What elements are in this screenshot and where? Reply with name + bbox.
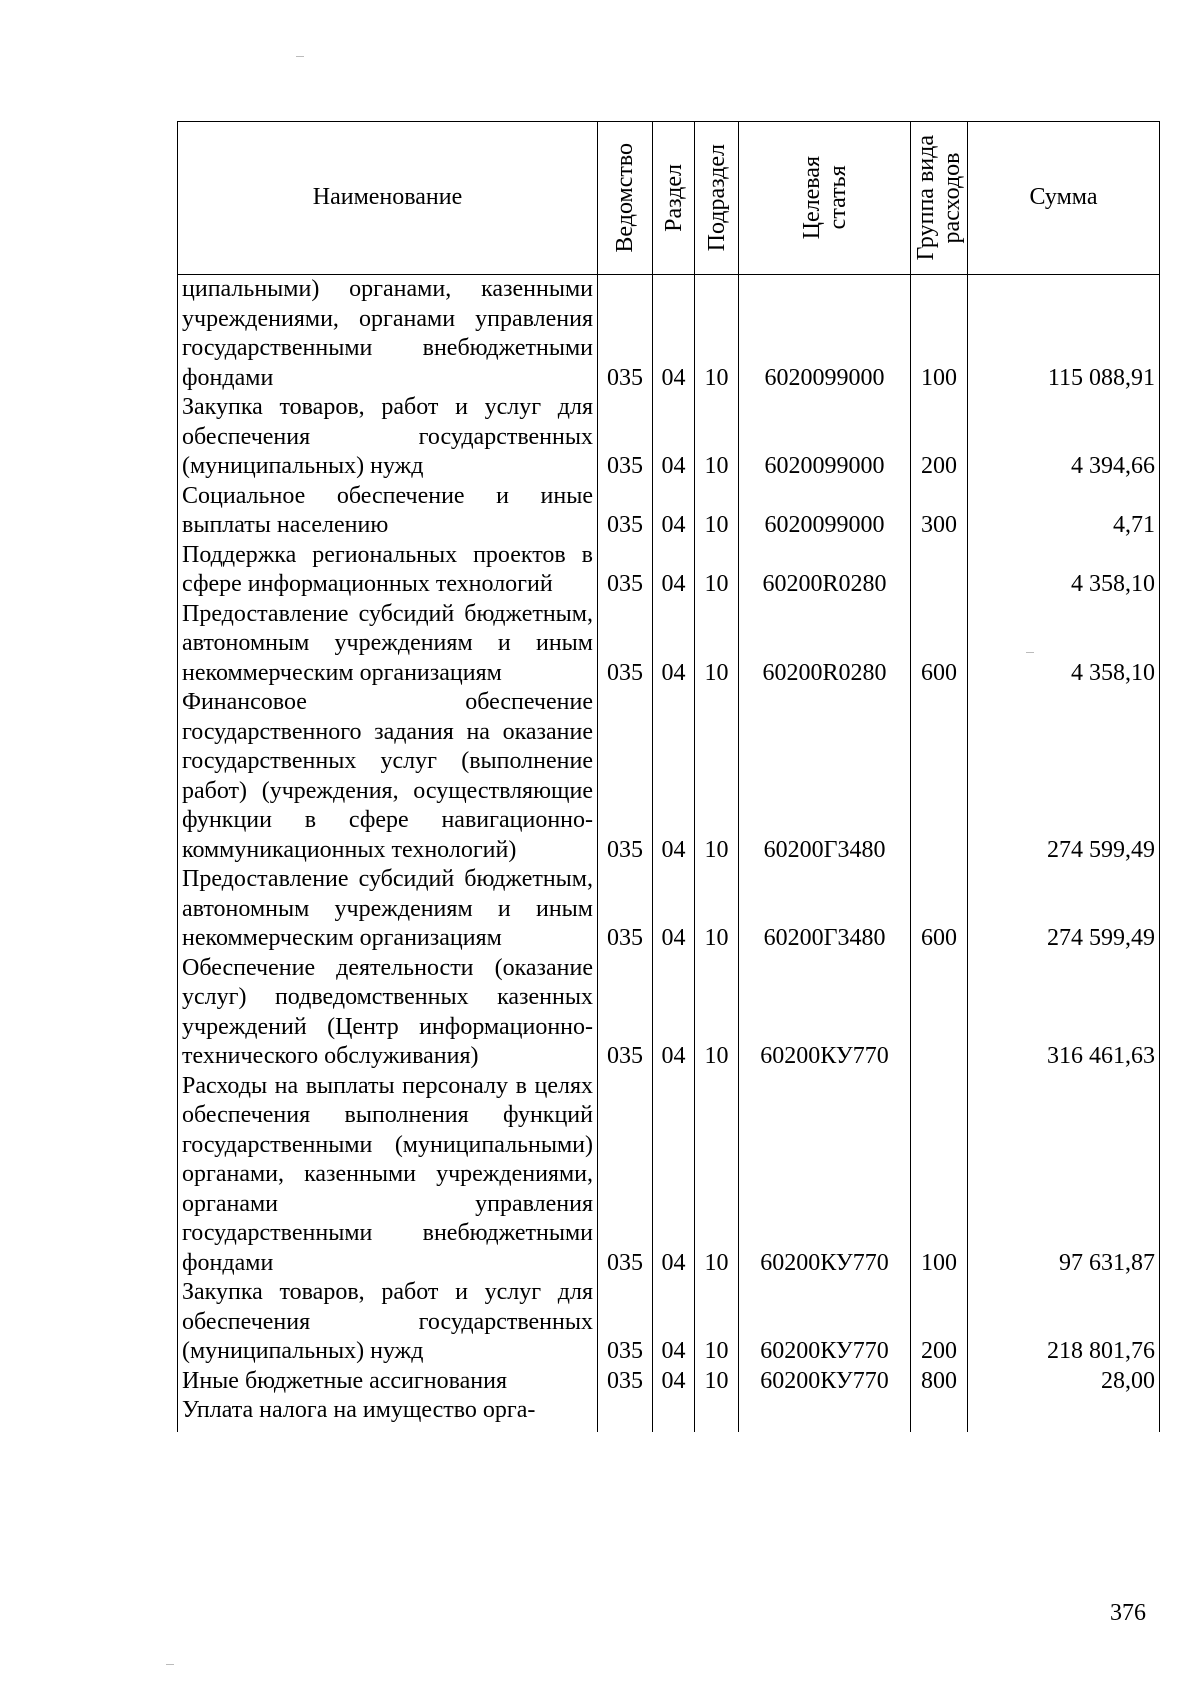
row-podrazdel: 10 bbox=[695, 275, 739, 394]
row-vedomstvo: 035 bbox=[598, 541, 653, 600]
scan-mark bbox=[1026, 652, 1034, 653]
row-celevaya-statya: 6020099000 bbox=[739, 482, 911, 541]
row-name: Социальное обеспечение и иные выплаты населению bbox=[178, 482, 598, 541]
row-vedomstvo: 035 bbox=[598, 688, 653, 865]
row-gruppa bbox=[911, 688, 968, 865]
row-vedomstvo bbox=[598, 1396, 653, 1432]
row-name: Обеспечение деятельности (оказание услуг) подведомственных казенных учреждений (Центр информационно-технического обслуживания) bbox=[178, 954, 598, 1072]
row-razdel: 04 bbox=[653, 1072, 695, 1279]
row-razdel: 04 bbox=[653, 275, 695, 394]
row-vedomstvo: 035 bbox=[598, 600, 653, 689]
row-gruppa: 600 bbox=[911, 865, 968, 954]
row-razdel: 04 bbox=[653, 1367, 695, 1397]
row-razdel: 04 bbox=[653, 541, 695, 600]
scan-mark bbox=[296, 56, 304, 57]
header-name: Наименование bbox=[178, 122, 598, 275]
table-row bbox=[178, 688, 1160, 865]
row-name: Закупка товаров, работ и услуг для обеспечения государственных (муниципальных) нужд bbox=[178, 1278, 598, 1367]
row-summa: 4 394,66 bbox=[968, 393, 1160, 482]
row-razdel: 04 bbox=[653, 482, 695, 541]
row-celevaya-statya: 60200R0280 bbox=[739, 541, 911, 600]
row-podrazdel: 10 bbox=[695, 541, 739, 600]
row-podrazdel: 10 bbox=[695, 1278, 739, 1367]
table-header-row bbox=[178, 122, 1160, 275]
row-razdel: 04 bbox=[653, 954, 695, 1072]
table-row bbox=[178, 865, 1160, 954]
row-name: Уплата налога на имущество орга- bbox=[178, 1396, 598, 1432]
table-row bbox=[178, 1278, 1160, 1367]
row-celevaya-statya: 60200КУ770 bbox=[739, 1278, 911, 1367]
row-summa: 28,00 bbox=[968, 1367, 1160, 1397]
row-summa bbox=[968, 1396, 1160, 1432]
budget-table bbox=[177, 121, 1160, 1432]
row-gruppa: 300 bbox=[911, 482, 968, 541]
row-summa: 97 631,87 bbox=[968, 1072, 1160, 1279]
table-row bbox=[178, 600, 1160, 689]
row-summa: 274 599,49 bbox=[968, 865, 1160, 954]
row-name: Предоставление субсидий бюджетным, автономным учреждениям и иным некоммерческим организациям bbox=[178, 865, 598, 954]
row-name: Финансовое обеспечение государственного задания на оказание государственных услуг (выполнение работ) (учреждения, осуществляющие функции в сфере навигационно-коммуникационных технологий) bbox=[178, 688, 598, 865]
row-gruppa: 800 bbox=[911, 1367, 968, 1397]
table-row bbox=[178, 393, 1160, 482]
row-gruppa: 200 bbox=[911, 393, 968, 482]
row-name: Иные бюджетные ассигнования bbox=[178, 1367, 598, 1397]
row-gruppa: 100 bbox=[911, 275, 968, 394]
table-row bbox=[178, 541, 1160, 600]
row-summa: 4 358,10 bbox=[968, 541, 1160, 600]
header-razdel: Раздел bbox=[653, 122, 695, 275]
row-gruppa bbox=[911, 954, 968, 1072]
row-vedomstvo: 035 bbox=[598, 954, 653, 1072]
page-number: 376 bbox=[1110, 1600, 1146, 1626]
row-podrazdel: 10 bbox=[695, 1072, 739, 1279]
header-summa: Сумма bbox=[968, 122, 1160, 275]
row-podrazdel: 10 bbox=[695, 482, 739, 541]
row-razdel: 04 bbox=[653, 688, 695, 865]
row-razdel: 04 bbox=[653, 865, 695, 954]
row-podrazdel bbox=[695, 1396, 739, 1432]
row-summa: 274 599,49 bbox=[968, 688, 1160, 865]
row-celevaya-statya: 60200КУ770 bbox=[739, 1072, 911, 1279]
row-gruppa: 100 bbox=[911, 1072, 968, 1279]
row-podrazdel: 10 bbox=[695, 688, 739, 865]
table-row bbox=[178, 275, 1160, 394]
table-row bbox=[178, 1072, 1160, 1279]
row-summa: 316 461,63 bbox=[968, 954, 1160, 1072]
header-gruppa-vida-rashodov: Группа вида расходов bbox=[911, 122, 968, 275]
row-vedomstvo: 035 bbox=[598, 1278, 653, 1367]
row-summa: 4 358,10 bbox=[968, 600, 1160, 689]
row-vedomstvo: 035 bbox=[598, 865, 653, 954]
header-podrazdel: Подраздел bbox=[695, 122, 739, 275]
row-razdel: 04 bbox=[653, 600, 695, 689]
table-row bbox=[178, 1396, 1160, 1432]
row-celevaya-statya: 60200Г3480 bbox=[739, 865, 911, 954]
row-celevaya-statya: 60200КУ770 bbox=[739, 1367, 911, 1397]
row-name: ципальными) органами, казенными учреждениями, органами управления государственными внебюджетными фондами bbox=[178, 275, 598, 394]
row-vedomstvo: 035 bbox=[598, 482, 653, 541]
row-summa: 115 088,91 bbox=[968, 275, 1160, 394]
row-vedomstvo: 035 bbox=[598, 1367, 653, 1397]
row-podrazdel: 10 bbox=[695, 865, 739, 954]
row-razdel bbox=[653, 1396, 695, 1432]
row-summa: 218 801,76 bbox=[968, 1278, 1160, 1367]
row-name: Предоставление субсидий бюджетным, автономным учреждениям и иным некоммерческим организациям bbox=[178, 600, 598, 689]
row-gruppa bbox=[911, 1396, 968, 1432]
row-celevaya-statya: 60200Г3480 bbox=[739, 688, 911, 865]
row-summa: 4,71 bbox=[968, 482, 1160, 541]
scan-mark bbox=[166, 1664, 174, 1665]
row-razdel: 04 bbox=[653, 393, 695, 482]
row-vedomstvo: 035 bbox=[598, 275, 653, 394]
row-name: Расходы на выплаты персоналу в целях обеспечения выполнения функций государственными (муниципальными) органами, казенными учреждениями, органами управления государственными внебюджетными фондами bbox=[178, 1072, 598, 1279]
row-podrazdel: 10 bbox=[695, 1367, 739, 1397]
row-podrazdel: 10 bbox=[695, 393, 739, 482]
row-podrazdel: 10 bbox=[695, 954, 739, 1072]
row-razdel: 04 bbox=[653, 1278, 695, 1367]
row-name: Поддержка региональных проектов в сфере информационных технологий bbox=[178, 541, 598, 600]
row-celevaya-statya bbox=[739, 1396, 911, 1432]
row-gruppa: 600 bbox=[911, 600, 968, 689]
table-row bbox=[178, 482, 1160, 541]
row-gruppa: 200 bbox=[911, 1278, 968, 1367]
header-vedomstvo: Ведомство bbox=[598, 122, 653, 275]
row-celevaya-statya: 60200КУ770 bbox=[739, 954, 911, 1072]
table-row bbox=[178, 1367, 1160, 1397]
row-celevaya-statya: 6020099000 bbox=[739, 393, 911, 482]
row-vedomstvo: 035 bbox=[598, 393, 653, 482]
table-row bbox=[178, 954, 1160, 1072]
row-celevaya-statya: 6020099000 bbox=[739, 275, 911, 394]
row-gruppa bbox=[911, 541, 968, 600]
header-celevaya-statya: Целевая статья bbox=[739, 122, 911, 275]
row-podrazdel: 10 bbox=[695, 600, 739, 689]
row-vedomstvo: 035 bbox=[598, 1072, 653, 1279]
row-celevaya-statya: 60200R0280 bbox=[739, 600, 911, 689]
row-name: Закупка товаров, работ и услуг для обеспечения государственных (муниципальных) нужд bbox=[178, 393, 598, 482]
